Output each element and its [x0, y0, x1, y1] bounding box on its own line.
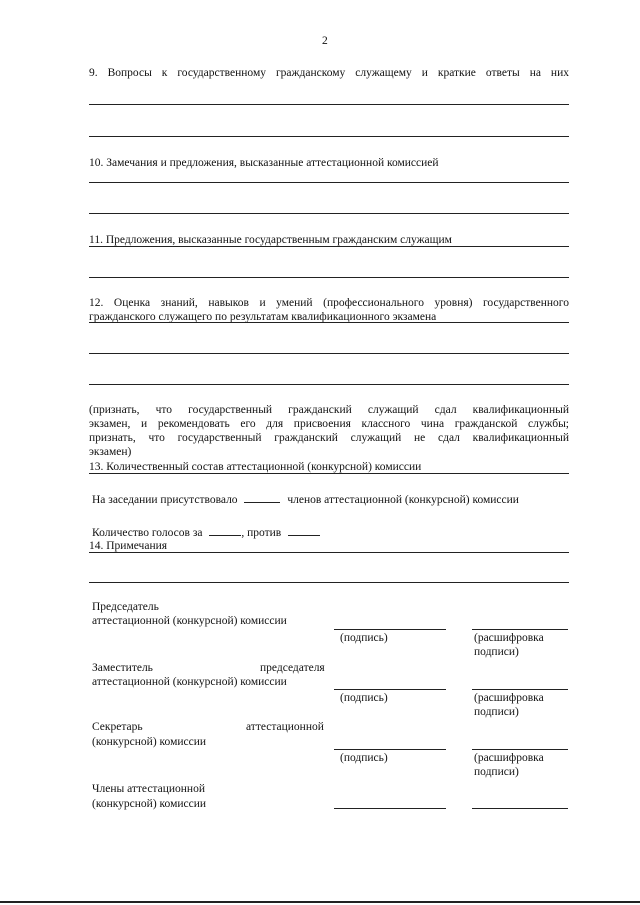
secretary-decoding-line[interactable]: [472, 749, 568, 750]
deputy-title-line-2: аттестационной (конкурсной) комиссии: [92, 676, 287, 688]
deputy-decoding-line[interactable]: [472, 689, 568, 690]
secretary-signature-line[interactable]: [334, 749, 446, 750]
deputy-title-word-2: председателя: [260, 662, 325, 674]
item-11-proposals-label: 11. Предложения, высказанные государственным гражданским служащим: [89, 234, 452, 246]
page-number: 2: [322, 35, 328, 47]
item-11-answer-line-1[interactable]: [89, 246, 569, 247]
item-12-assessment-label-line-2: гражданского служащего по результатам квалификационного экзамена: [89, 311, 437, 323]
chair-title-line-1: Председатель: [92, 601, 159, 613]
deputy-decoding-caption-2: подписи): [474, 706, 519, 718]
assessment-note-line-1: (признать, что государственный гражданский служащий сдал квалификационный: [89, 404, 569, 416]
members-signature-line[interactable]: [334, 808, 446, 809]
item-12-answer-line-1[interactable]: [89, 322, 569, 323]
votes-against-field[interactable]: [288, 525, 320, 536]
item-10-remarks-label: 10. Замечания и предложения, высказанные аттестационной комиссией: [89, 157, 439, 169]
item-12-assessment-label-line-1: 12. Оценка знаний, навыков и умений (профессионального уровня) государственного: [89, 297, 569, 309]
chair-decoding-caption-1: (расшифровка: [474, 632, 544, 644]
assessment-note-line-3: признать, что государственный гражданский служащий не сдал квалификационный: [89, 432, 569, 444]
scan-bottom-edge: [0, 901, 640, 903]
assessment-note-line-4: экзамен): [89, 446, 132, 458]
attendance-suffix: членов аттестационной (конкурсной) комиссии: [287, 494, 519, 506]
secretary-decoding-caption-2: подписи): [474, 766, 519, 778]
deputy-title-word-1: Заместитель: [92, 662, 153, 674]
chair-signature-caption: (подпись): [340, 632, 388, 644]
deputy-signature-line[interactable]: [334, 689, 446, 690]
votes-for-label: Количество голосов за: [92, 527, 203, 539]
item-13-answer-line[interactable]: [89, 473, 569, 474]
secretary-title-word-1: Секретарь: [92, 721, 143, 733]
deputy-signature-caption: (подпись): [340, 692, 388, 704]
item-9-questions-label: 9. Вопросы к государственному гражданскому служащему и краткие ответы на них: [89, 67, 569, 79]
members-decoding-line[interactable]: [472, 808, 568, 809]
secretary-signature-caption: (подпись): [340, 752, 388, 764]
assessment-note-line-2: экзамен, и рекомендовать его для присвоения классного чина гражданской службы;: [89, 418, 569, 430]
item-12-answer-line-3[interactable]: [89, 384, 569, 385]
members-title-line-2: (конкурсной) комиссии: [92, 798, 207, 810]
secretary-title-word-2: аттестационной: [246, 721, 324, 733]
deputy-decoding-caption-1: (расшифровка: [474, 692, 544, 704]
item-14-answer-line-2[interactable]: [89, 582, 569, 583]
secretary-decoding-caption-1: (расшифровка: [474, 752, 544, 764]
attendance-row: [92, 492, 519, 507]
chair-title-line-2: аттестационной (конкурсной) комиссии: [92, 615, 287, 627]
votes-row: [92, 525, 320, 540]
item-9-answer-line-2[interactable]: [89, 136, 569, 137]
item-10-answer-line-2[interactable]: [89, 213, 569, 214]
item-10-answer-line-1[interactable]: [89, 182, 569, 183]
attendance-count-field[interactable]: [244, 492, 280, 503]
votes-for-field[interactable]: [209, 525, 241, 536]
attendance-label: На заседании присутствовало: [92, 494, 238, 506]
item-9-answer-line-1[interactable]: [89, 104, 569, 105]
chair-decoding-caption-2: подписи): [474, 646, 519, 658]
item-11-answer-line-2[interactable]: [89, 277, 569, 278]
item-13-composition-label: 13. Количественный состав аттестационной (конкурсной) комиссии: [89, 461, 422, 473]
members-title-line-1: Члены аттестационной: [92, 783, 205, 795]
votes-against-label: , против: [241, 527, 282, 539]
chair-signature-line[interactable]: [334, 629, 446, 630]
secretary-title-line-2: (конкурсной) комиссии: [92, 736, 207, 748]
chair-decoding-line[interactable]: [472, 629, 568, 630]
item-12-answer-line-2[interactable]: [89, 353, 569, 354]
item-14-answer-line-1[interactable]: [89, 552, 569, 553]
item-14-notes-label: 14. Примечания: [89, 540, 168, 552]
